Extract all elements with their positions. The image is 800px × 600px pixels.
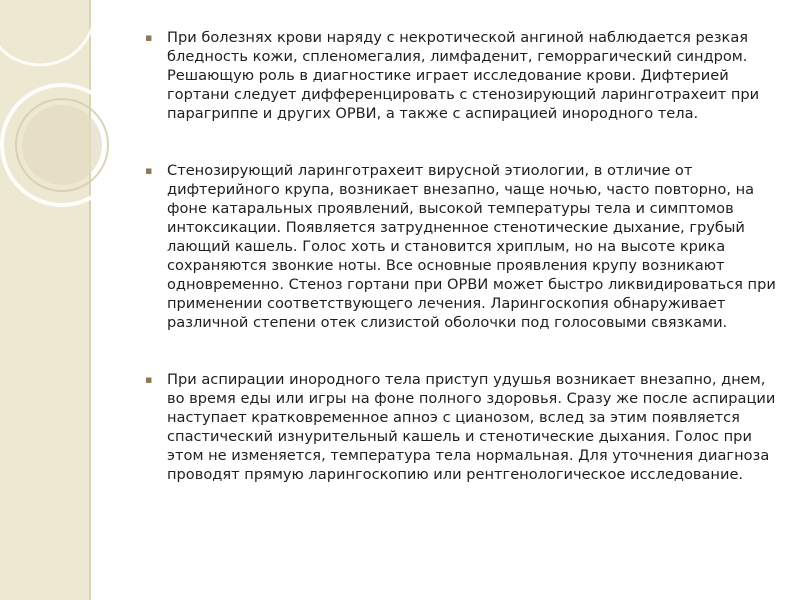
bullet-icon: ▪ <box>145 31 153 44</box>
bullet-icon: ▪ <box>145 373 153 386</box>
deco-circle-filled <box>22 105 102 185</box>
deco-circle-large <box>0 0 95 65</box>
paragraph-laryngotracheitis <box>145 161 785 332</box>
content-area <box>145 28 785 484</box>
paragraph-blood-diseases <box>145 28 785 123</box>
paragraph-text: Стенозирующий ларинготрахеит вирусной этиологии, в отличие от дифтерийного крупа, возникает внезапно, чаще ночью, часто повторно, на фоне катаральных проявлений, высокой температуры тела и симптомов интоксикации. Появляется затрудненное стенотические дыхание, грубый лающий кашель. Голос хоть и становится хриплым, но на высоте крика сохраняются звонкие ноты. Все основные проявления крупу возникают одновременно. Стеноз гортани при ОРВИ может быстро ликвидироваться при применении соответствующего лечения. Ларингоскопия обнаруживает различной степени отек слизистой оболочки под голосовыми связками. <box>167 162 776 331</box>
paragraph-foreign-body <box>145 370 785 484</box>
bullet-icon: ▪ <box>145 164 153 177</box>
paragraph-text: При болезнях крови наряду с некротической ангиной наблюдается резкая бледность кожи, спленомегалия, лимфаденит, геморрагический синдром. Решающую роль в диагностике играет исследование крови. Дифтерией гортани следует дифференцировать с стенозирующий ларинготрахеит при парагриппе и других ОРВИ, а также с аспирацией инородного тела. <box>167 29 760 122</box>
paragraph-text: При аспирации инородного тела приступ удушья возникает внезапно, днем, во время еды или игры на фоне полного здоровья. Сразу же после аспирации наступает кратковременное апноэ с цианозом, вслед за этим появляется спастический изнурительный кашель и стенотические дыхания. Голос при этом не изменяется, температура тела нормальная. Для уточнения диагноза проводят прямую ларингоскопию или рентгенологическое исследование. <box>167 371 776 483</box>
